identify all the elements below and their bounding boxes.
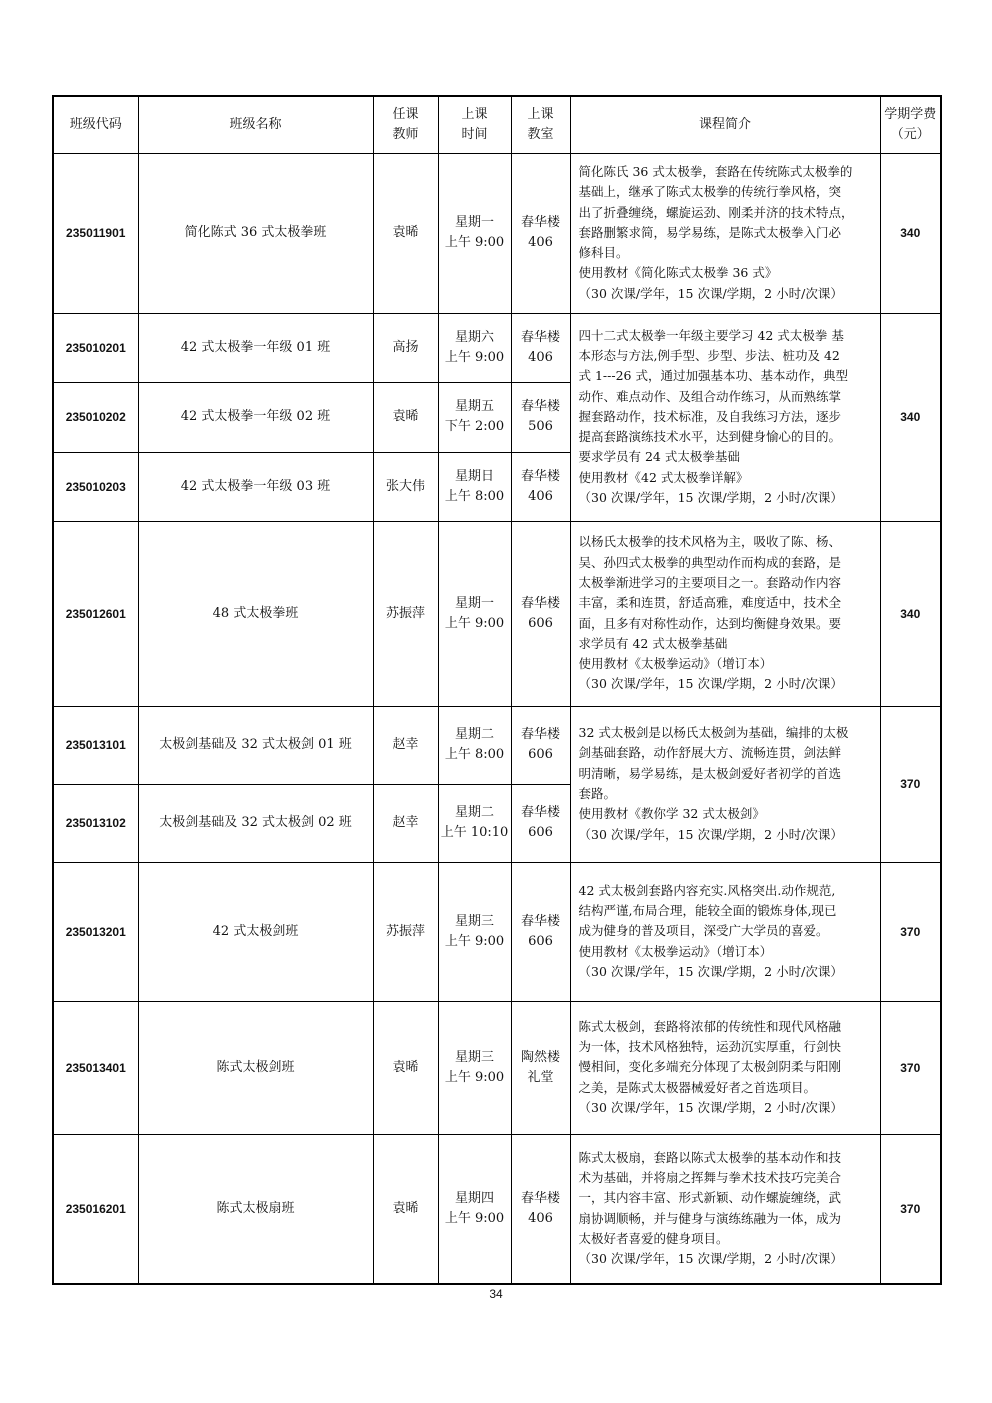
intro-line: 提高套路演练技术水平，达到健身愉心的目的。 [578, 429, 842, 445]
building: 春华楼 [520, 805, 560, 820]
intro-line: 握套路动作，技术标准，及自我练习方法，逐步 [578, 408, 842, 424]
intro-line: 四十二式太极拳一年级主要学习 42 式太极拳 基 [578, 327, 844, 343]
header-intro: 课程简介 [570, 96, 880, 153]
intro-line: 32 式太极剑是以杨氏太极剑为基础，编排的太极 [578, 725, 849, 741]
clock-time: 上午 9:00 [444, 235, 505, 250]
header-name: 班级名称 [138, 96, 373, 153]
semester-fee: 370 [880, 706, 941, 862]
classroom [511, 452, 570, 521]
class-time [438, 452, 511, 521]
intro-line: 套路删繁求简，易学易练，是陈式太极拳入门必 [578, 224, 842, 240]
intro-line: 结构严谨,布局合理，能较全面的锻炼身体,现已 [578, 903, 837, 919]
intro-line: 吴、孙四式太极拳的典型动作而构成的套路，是 [578, 554, 842, 570]
teacher: 赵幸 [373, 784, 438, 862]
class-code: 235013102 [53, 784, 138, 862]
intro-line: 为一体，技术风格独特，运劲沉实厚重，行剑快 [578, 1039, 842, 1055]
building: 春华楼 [520, 1190, 560, 1206]
class-name: 简化陈式 36 式太极拳班 [138, 153, 373, 313]
weekday: 星期五 [454, 399, 494, 414]
table-row [53, 1134, 941, 1284]
intro-line: （30 次课/学年，15 次课/学期，2 小时/次课） [578, 826, 843, 842]
header-code: 班级代码 [53, 96, 138, 153]
header-fee: 学期学费 （元） [880, 96, 941, 153]
intro-line: （30 次课/学年，15 次课/学期，2 小时/次课） [578, 1251, 843, 1267]
intro-line: （30 次课/学年，15 次课/学期，2 小时/次课） [578, 1099, 843, 1115]
course-table [52, 95, 942, 1285]
intro-line: 出了折叠缠绕，螺旋运劲、刚柔并济的技术特点， [578, 204, 854, 220]
class-code: 235010203 [53, 452, 138, 521]
intro-line: 之美，是陈式太极器械爱好者之首选项目。 [578, 1079, 817, 1095]
teacher: 袁晞 [373, 153, 438, 313]
intro-line: 以杨氏太极拳的技术风格为主，吸收了陈、杨、 [578, 534, 842, 550]
teacher: 袁晞 [373, 382, 438, 452]
teacher: 苏振萍 [373, 862, 438, 1001]
header-teacher: 任课 教师 [373, 96, 438, 153]
intro-line: 使用教材《太极拳运动》（增订本） [578, 943, 773, 959]
building: 春华楼 [520, 913, 560, 929]
class-name: 陈式太极扇班 [138, 1134, 373, 1284]
class-code: 235010201 [53, 313, 138, 382]
classroom [511, 313, 570, 382]
clock-time: 上午 8:00 [444, 747, 505, 762]
class-name: 太极剑基础及 32 式太极剑 02 班 [138, 784, 373, 862]
class-code: 235013201 [53, 862, 138, 1001]
classroom [511, 862, 570, 1001]
semester-fee: 370 [880, 862, 941, 1001]
class-name: 42 式太极拳一年级 01 班 [138, 313, 373, 382]
class-code: 235013401 [53, 1001, 138, 1134]
classroom [511, 1001, 570, 1134]
class-time [438, 1134, 511, 1284]
clock-time: 上午 9:00 [444, 1210, 505, 1226]
building: 春华楼 [520, 399, 560, 414]
intro-line: 基础上，继承了陈式太极拳的传统行拳风格，突 [578, 184, 842, 200]
class-time [438, 313, 511, 382]
semester-fee: 370 [880, 1134, 941, 1284]
teacher: 高扬 [373, 313, 438, 382]
intro-line: （30 次课/学年，15 次课/学期，2 小时/次课） [578, 676, 843, 692]
room-number: 406 [528, 349, 553, 365]
intro-line: （30 次课/学年，15 次课/学期，2 小时/次课） [578, 963, 843, 979]
intro-line: 丰富，柔和连贯，舒适高雅，难度适中，技术全 [578, 595, 842, 611]
building: 春华楼 [520, 727, 560, 742]
table-row [53, 153, 941, 313]
intro-line: 太极好者喜爱的健身项目。 [578, 1231, 729, 1247]
teacher: 赵幸 [373, 706, 438, 784]
intro-line: 要求学员有 24 式太极拳基础 [578, 449, 740, 465]
room-number: 606 [528, 615, 553, 631]
course-intro [570, 1001, 880, 1134]
classroom [511, 1134, 570, 1284]
intro-line: 陈式太极扇，套路以陈式太极拳的基本动作和技 [578, 1149, 842, 1165]
clock-time: 上午 9:00 [444, 615, 505, 631]
intro-line: 面，且多有对称性动作，达到均衡健身效果。要 [578, 615, 842, 631]
class-name: 42 式太极拳一年级 03 班 [138, 452, 373, 521]
header-row [53, 96, 941, 153]
weekday: 星期四 [454, 1190, 494, 1206]
classroom [511, 382, 570, 452]
class-time [438, 862, 511, 1001]
intro-line: 本形态与方法,例手型、步型、步法、桩功及 42 [578, 347, 840, 363]
room-number: 506 [528, 419, 553, 434]
clock-time: 下午 2:00 [444, 419, 505, 434]
intro-line: 使用教材《教你学 32 式太极剑》 [578, 806, 765, 822]
table-row [53, 862, 941, 1001]
table-row [53, 521, 941, 706]
course-intro [570, 862, 880, 1001]
class-code: 235012601 [53, 521, 138, 706]
building: 春华楼 [520, 468, 560, 484]
class-time [438, 521, 511, 706]
class-name: 48 式太极拳班 [138, 521, 373, 706]
class-code: 235016201 [53, 1134, 138, 1284]
weekday: 星期三 [454, 1049, 494, 1065]
intro-line: 使用教材《42 式太极拳详解》 [578, 469, 749, 485]
semester-fee: 340 [880, 153, 941, 313]
clock-time: 上午 9:00 [444, 349, 505, 365]
intro-line: 成为健身的普及项目，深受广大学员的喜爱。 [578, 923, 829, 939]
teacher: 袁晞 [373, 1134, 438, 1284]
intro-line: （30 次课/学年，15 次课/学期，2 小时/次课） [578, 285, 843, 301]
weekday: 星期一 [454, 215, 494, 230]
course-intro [570, 1134, 880, 1284]
weekday: 星期三 [454, 913, 494, 929]
table-row [53, 313, 941, 382]
building: 陶然楼 [520, 1049, 560, 1065]
course-intro [570, 521, 880, 706]
intro-line: 剑基础套路，动作舒展大方、流畅连贯，剑法鲜 [578, 745, 842, 761]
room-number: 礼堂 [527, 1069, 554, 1085]
intro-line: 扇协调顺畅，并与健身与演练练融为一体，成为 [578, 1210, 842, 1226]
header-room: 上课 教室 [511, 96, 570, 153]
intro-line: 太极拳渐进学习的主要项目之一。套路动作内容 [578, 574, 842, 590]
semester-fee: 340 [880, 313, 941, 521]
intro-line: 明清晰，易学易练，是太极剑爱好者初学的首选 [578, 765, 842, 781]
building: 春华楼 [520, 215, 560, 230]
weekday: 星期二 [454, 727, 494, 742]
intro-line: 简化陈氏 36 式太极拳，套路在传统陈式太极拳的 [578, 163, 853, 179]
intro-line: 修科目。 [578, 245, 629, 261]
clock-time: 上午 9:00 [444, 933, 505, 949]
classroom [511, 784, 570, 862]
room-number: 406 [528, 488, 553, 504]
class-name: 42 式太极拳一年级 02 班 [138, 382, 373, 452]
class-code: 235010202 [53, 382, 138, 452]
class-time [438, 784, 511, 862]
room-number: 406 [528, 235, 553, 250]
table-row [53, 706, 941, 784]
weekday: 星期六 [454, 329, 494, 345]
weekday: 星期一 [454, 595, 494, 611]
building: 春华楼 [520, 329, 560, 345]
weekday: 星期二 [454, 805, 494, 820]
header-time: 上课 时间 [438, 96, 511, 153]
clock-time: 上午 10:10 [440, 825, 509, 840]
intro-line: 术为基础，并将扇之挥舞与拳术技术技巧完美合 [578, 1170, 842, 1186]
table-row [53, 1001, 941, 1134]
class-name: 陈式太极剑班 [138, 1001, 373, 1134]
classroom [511, 521, 570, 706]
course-intro [570, 153, 880, 313]
class-name: 太极剑基础及 32 式太极剑 01 班 [138, 706, 373, 784]
weekday: 星期日 [454, 468, 494, 484]
intro-line: 动作、难点动作、及组合动作练习，从而熟练掌 [578, 388, 842, 404]
intro-line: 一，其内容丰富、形式新颖、动作螺旋缠绕，武 [578, 1190, 842, 1206]
intro-line: 42 式太极剑套路内容充实.风格突出.动作规范, [578, 882, 836, 898]
intro-line: 求学员有 42 式太极拳基础 [578, 635, 728, 651]
intro-line: 慢相间，变化多端充分体现了太极剑阴柔与阳刚 [578, 1059, 842, 1075]
room-number: 606 [528, 933, 553, 949]
page-number: 34 [489, 1287, 503, 1301]
clock-time: 上午 9:00 [444, 1069, 505, 1085]
class-name: 42 式太极剑班 [138, 862, 373, 1001]
teacher: 袁晞 [373, 1001, 438, 1134]
intro-line: 陈式太极剑，套路将浓郁的传统性和现代风格融 [578, 1018, 842, 1034]
class-time [438, 706, 511, 784]
intro-line: 套路。 [578, 786, 617, 801]
room-number: 606 [528, 747, 553, 762]
class-code: 235013101 [53, 706, 138, 784]
classroom [511, 153, 570, 313]
class-time [438, 382, 511, 452]
class-time [438, 153, 511, 313]
class-time [438, 1001, 511, 1134]
intro-line: 使用教材《简化陈式太极拳 36 式》 [578, 265, 778, 281]
classroom [511, 706, 570, 784]
semester-fee: 370 [880, 1001, 941, 1134]
intro-line: （30 次课/学年，15 次课/学期，2 小时/次课） [578, 490, 843, 506]
room-number: 606 [528, 825, 553, 840]
course-intro [570, 313, 880, 521]
building: 春华楼 [520, 595, 560, 611]
clock-time: 上午 8:00 [444, 488, 505, 504]
room-number: 406 [528, 1210, 553, 1226]
course-intro [570, 706, 880, 862]
teacher: 苏振萍 [373, 521, 438, 706]
intro-line: 式 1---26 式，通过加强基本功、基本动作，典型 [578, 368, 848, 384]
teacher: 张大伟 [373, 452, 438, 521]
class-code: 235011901 [53, 153, 138, 313]
intro-line: 使用教材《太极拳运动》（增订本） [578, 656, 773, 672]
semester-fee: 340 [880, 521, 941, 706]
